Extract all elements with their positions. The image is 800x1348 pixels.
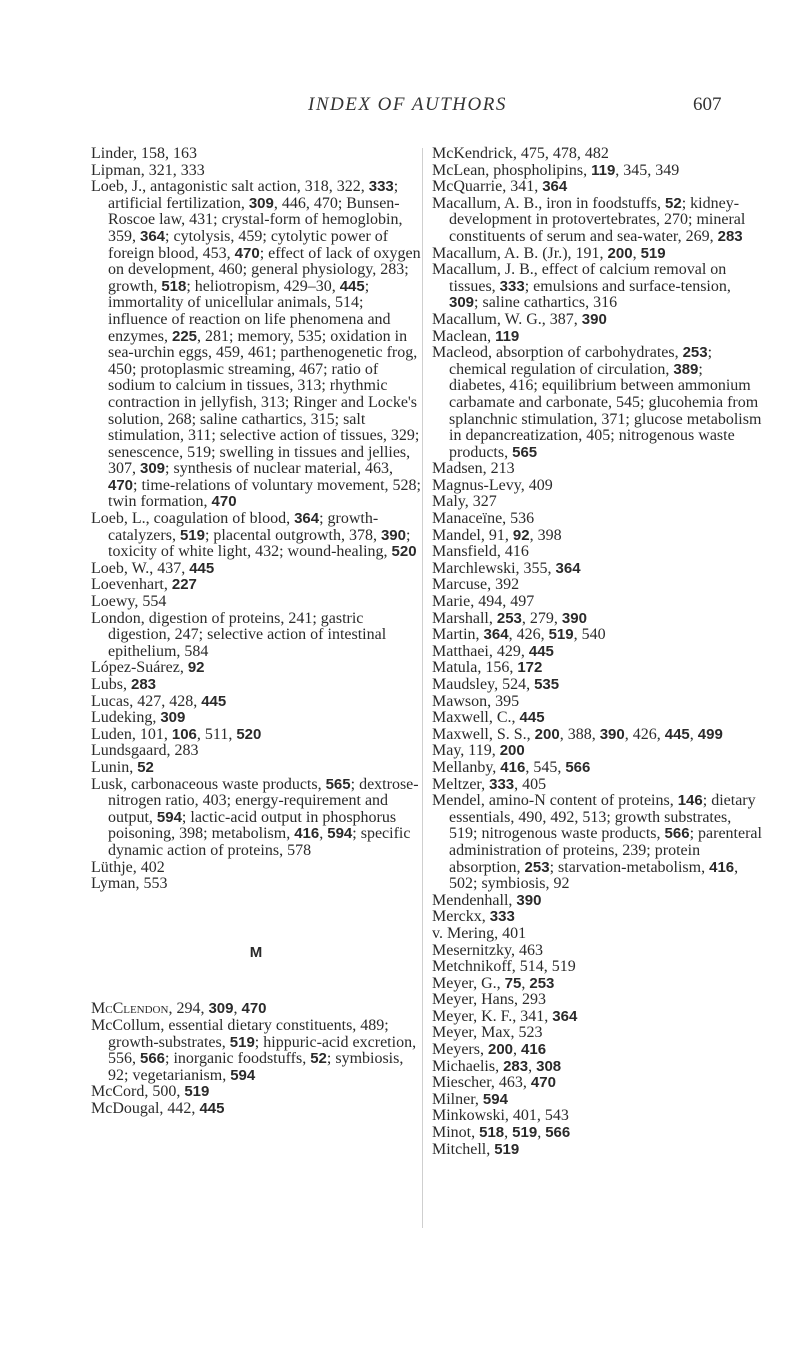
index-entry: Macallum, J. B., effect of calcium removal on tissues, 333; emulsions and surface-tension, 309; saline cathartics, 316	[432, 261, 731, 312]
index-entry-list-m-continued	[432, 146, 763, 1158]
index-entry: Michaelis, 283, 308	[432, 1057, 562, 1075]
index-entry: Matthaei, 429, 445	[432, 642, 554, 660]
index-entry: Maxwell, C., 445	[432, 709, 545, 727]
index-entry: Macallum, A. B. (Jr.), 191, 200, 519	[432, 244, 666, 262]
index-entry: Lyman, 553	[91, 875, 168, 893]
section-letter: M	[249, 943, 263, 961]
index-entry: Maudsley, 524, 535	[432, 676, 560, 693]
index-entry: Loeb, W., 437, 445	[91, 559, 215, 577]
index-entry: Macallum, W. G., 387, 390	[432, 310, 607, 328]
index-entry: Maly, 327	[432, 493, 497, 511]
index-entry: Martin, 364, 426, 519, 540	[432, 626, 606, 644]
index-entry: Lubs, 283	[91, 676, 157, 693]
index-entry: Manaceïne, 536	[432, 510, 535, 528]
column-divider	[422, 148, 423, 1228]
index-entry: Miescher, 463, 470	[432, 1074, 556, 1092]
index-entry: Ludeking, 309	[91, 709, 186, 727]
index-entry: Mendel, amino-N content of proteins, 146; dietary essentials, 490, 492, 513; growth substrates, 519; nitrogenous waste products, 566; parenteral administration of proteins, 239; protein absorption, 253; starvation-metabolism, 416, 502; symbiosis, 92	[432, 792, 762, 893]
right-column	[432, 146, 763, 1158]
index-entry: Lucas, 427, 428, 445	[91, 692, 227, 710]
index-entry: Mitchell, 519	[432, 1140, 520, 1158]
index-entry: Mesernitzky, 463	[432, 941, 543, 959]
index-entry: Minkowski, 401, 543	[432, 1107, 569, 1125]
left-column	[91, 146, 421, 1117]
index-entry: Merckx, 333	[432, 908, 515, 926]
index-entry: McLean, phospholipins, 119, 345, 349	[432, 161, 680, 179]
index-entry: Meyer, Max, 523	[432, 1024, 543, 1042]
index-entry-list-m	[91, 1001, 421, 1117]
index-entry: Lundsgaard, 283	[91, 742, 199, 760]
page-header	[0, 94, 800, 124]
index-entry: McQuarrie, 341, 364	[432, 178, 568, 196]
index-entry: Luden, 101, 106, 511, 520	[91, 725, 262, 743]
index-entry: Linder, 158, 163	[91, 145, 198, 162]
index-entry: Lunin, 52	[91, 758, 154, 776]
index-entry: Mawson, 395	[432, 692, 520, 710]
index-entry: Matula, 156, 172	[432, 659, 543, 677]
index-entry: McCord, 500, 519	[91, 1083, 210, 1101]
index-entry: Macallum, A. B., iron in foodstuffs, 52; kidney-development in protovertebrates, 270; mineral constituents of serum and sea-water, 269, 283	[432, 194, 746, 245]
index-entry: Mandel, 91, 92, 398	[432, 526, 562, 544]
index-entry: Maclean, 119	[432, 327, 520, 345]
index-entry: Madsen, 213	[432, 460, 515, 478]
index-entry: v. Mering, 401	[432, 924, 527, 942]
index-entry: McCollum, essential dietary constituents, 489; growth-substrates, 519; hippuric-acid excretion, 556, 566; inorganic foodstuffs, 52; symbiosis, 92; vegetarianism, 594	[91, 1016, 417, 1084]
index-entry: Meyer, K. F., 341, 364	[432, 1007, 578, 1025]
page-number: 607	[693, 94, 722, 115]
index-entry: Meltzer, 333, 405	[432, 775, 547, 793]
index-entry: Meyer, Hans, 293	[432, 991, 546, 1009]
index-entry: Loeb, J., antagonistic salt action, 318, 322, 333; artificial fertilization, 309, 446, 470; Bunsen-Roscoe law, 431; crystal-form of hemoglobin, 359, 364; cytolysis, 459; cytolytic power of foreign blood, 453, 470; effect of lack of oxygen on development, 460; general physiology, 283; growth, 518; heliotropism, 429–30, 445; immortality of unicellular animals, 514; influence of reaction on life phenomena and enzymes, 225, 281; memory, 535; oxidation in sea-urchin eggs, 459, 461; parthenogenetic frog, 450; protoplasmic streaming, 467; ratio of sodium to calcium in tissues, 313; rhythmic contraction in jellyfish, 313; Ringer and Locke's solution, 268; saline cathartics, 315; salt stimulation, 311; selective action of tissues, 329; senescence, 519; swelling in tissues and jellies, 307, 309; synthesis of nuclear material, 463, 470; time-relations of voluntary movement, 528; twin formation, 470	[91, 178, 421, 511]
index-entry: McClendon, 294, 309, 470	[91, 1000, 267, 1018]
index-entry: Loevenhart, 227	[91, 576, 197, 594]
index-entry: Minot, 518, 519, 566	[432, 1124, 571, 1142]
index-entry: Marchlewski, 355, 364	[432, 559, 581, 577]
index-entry: Marshall, 253, 279, 390	[432, 609, 587, 627]
index-entry: Loewy, 554	[91, 593, 167, 611]
index-entry: Magnus-Levy, 409	[432, 476, 553, 494]
index-entry: May, 119, 200	[432, 742, 525, 760]
index-entry: López-Suárez, 92	[91, 659, 205, 677]
index-entry: Meyers, 200, 416	[432, 1041, 547, 1059]
index-entry: Macleod, absorption of carbohydrates, 253; chemical regulation of circulation, 389; diabetes, 416; equilibrium between ammonium carbamate and carbonate, 545; glucohemia from splanchnic stimulation, 371; glucose metabolism in depancreatization, 405; nitrogenous waste products, 565	[432, 344, 762, 461]
index-entry: Maxwell, S. S., 200, 388, 390, 426, 445, 499	[432, 725, 723, 743]
index-entry: Loeb, L., coagulation of blood, 364; growth-catalyzers, 519; placental outgrowth, 378, 390; toxicity of white light, 432; wound-healing, 520	[91, 510, 417, 561]
index-entry: Mellanby, 416, 545, 566	[432, 758, 591, 776]
index-entry: Marie, 494, 497	[432, 593, 535, 611]
index-entry: Lüthje, 402	[91, 858, 165, 876]
index-entry: McDougal, 442, 445	[91, 1099, 225, 1117]
index-entry: Mansfield, 416	[432, 543, 529, 561]
index-entry: Metchnikoff, 514, 519	[432, 958, 576, 976]
index-entry: Meyer, G., 75, 253	[432, 974, 555, 992]
running-title: INDEX OF AUTHORS	[308, 94, 507, 115]
index-entry-list-l	[91, 146, 421, 893]
index-entry: London, digestion of proteins, 241; gastric digestion, 247; selective action of intestinal epithelium, 584	[91, 609, 387, 660]
index-entry: Lipman, 321, 333	[91, 161, 205, 179]
index-entry: Lusk, carbonaceous waste products, 565; dextrose-nitrogen ratio, 403; energy-requirement and output, 594; lactic-acid output in phosphorus poisoning, 398; metabolism, 416, 594; specific dynamic action of proteins, 578	[91, 775, 419, 859]
index-entry: Milner, 594	[432, 1090, 508, 1108]
index-entry: McKendrick, 475, 478, 482	[432, 145, 609, 162]
index-entry: Mendenhall, 390	[432, 891, 542, 909]
index-entry: Marcuse, 392	[432, 576, 520, 594]
